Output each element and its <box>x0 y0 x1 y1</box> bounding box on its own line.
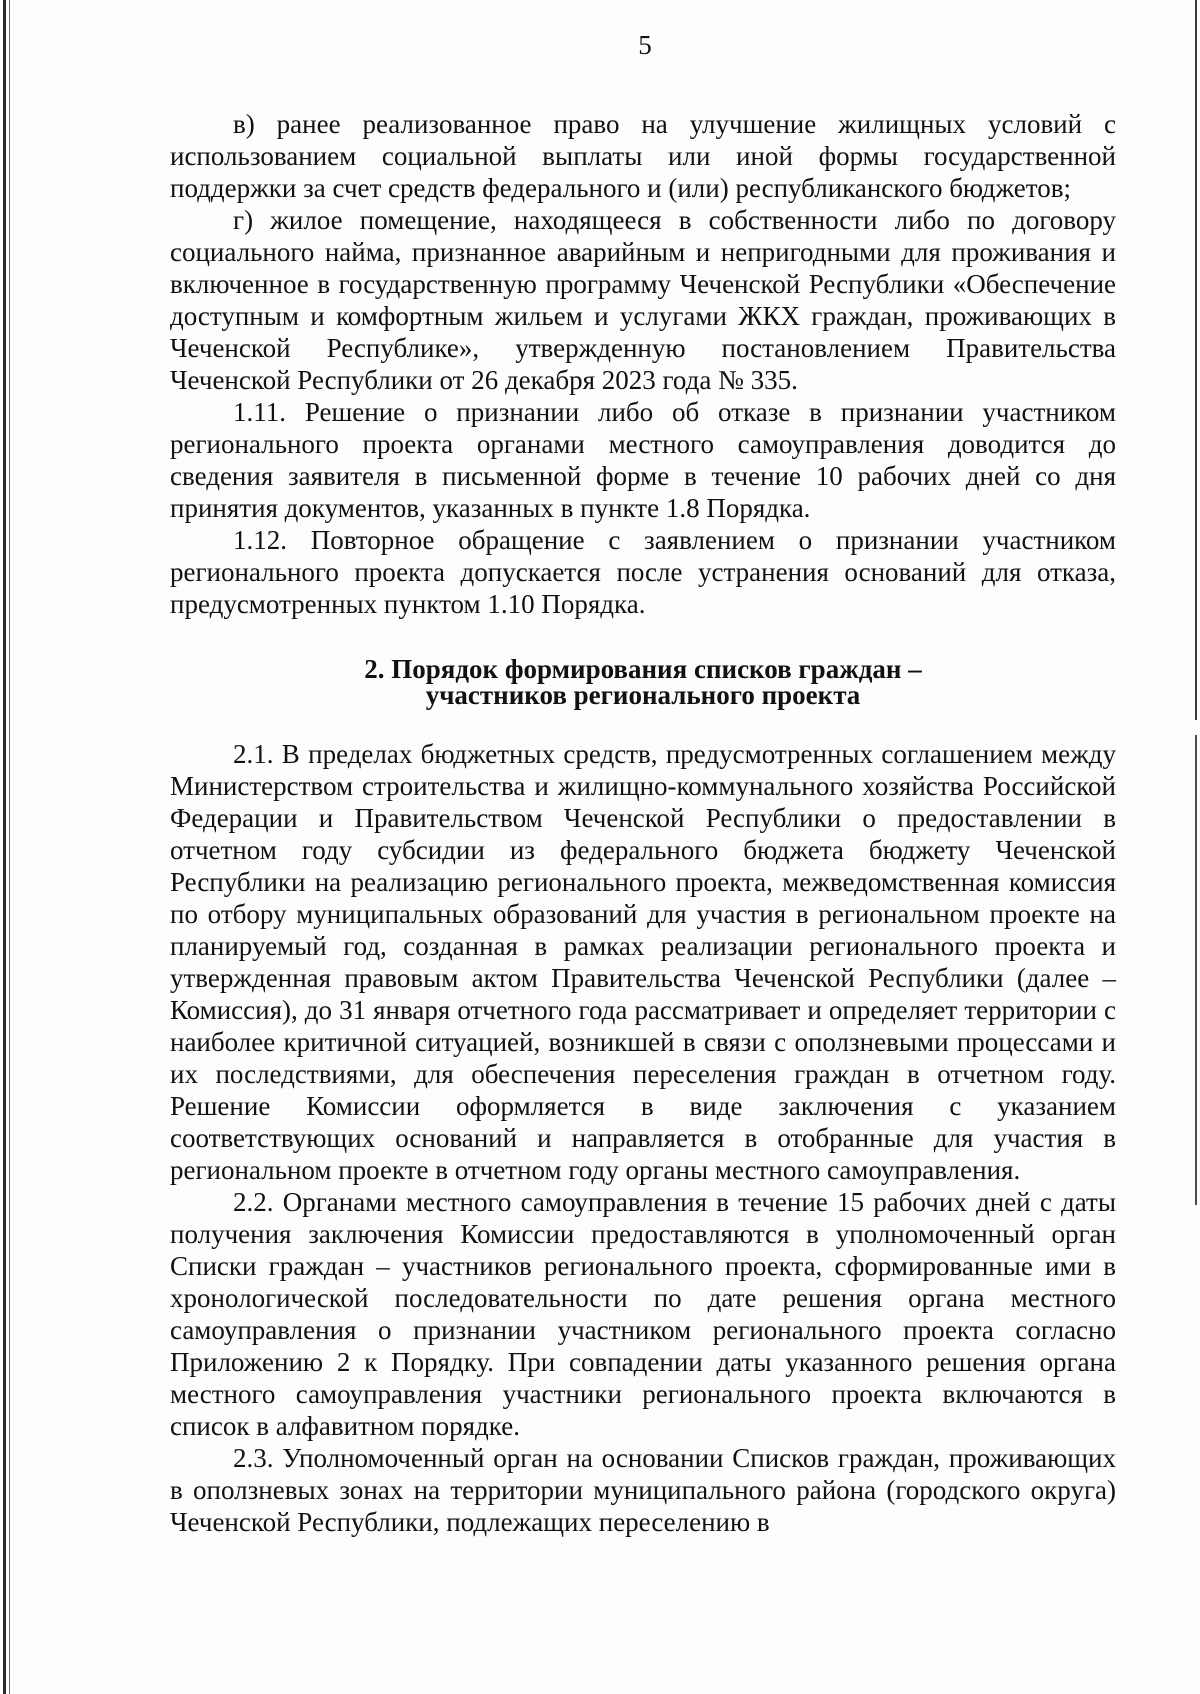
page-number: 5 <box>638 30 652 60</box>
paragraph-2-1: 2.1. В пределах бюджетных средств, предусмотренных соглашением между Министерством строительства и жилищно-коммунального хозяйства Российской Федерации и Правительством Чеченской Республики о предоставлении в отчетном году субсидии из федерального бюджета бюджету Чеченской Республики на реализацию регионального проекта, межведомственная комиссия по отбору муниципальных образований для участия в региональном проекте на планируемый год, созданная в рамках реализации регионального проекта и утвержденная правовым актом Правительства Чеченской Республики (далее – Комиссия), до 31 января отчетного года рассматривает и определяет территории с наиболее критичной ситуацией, возникшей в связи с оползневыми процессами и их последствиями, для обеспечения переселения граждан в отчетном году. Решение Комиссии оформляется в виде заключения с указанием соответствующих оснований и направляется в отобранные для участия в региональном проекте в отчетном году органы местного самоуправления. <box>170 739 1116 1185</box>
scan-edge-right-lower <box>1195 735 1197 1205</box>
paragraph-2-3: 2.3. Уполномоченный орган на основании Списков граждан, проживающих в оползневых зонах на территории муниципального района (городского округа) Чеченской Республики, подлежащих переселению в <box>170 1443 1116 1537</box>
paragraph-1-11: 1.11. Решение о признании либо об отказе в признании участником регионального проекта органами местного самоуправления доводится до сведения заявителя в письменной форме в течение 10 рабочих дней со дня принятия документов, указанных в пункте 1.8 Порядка. <box>170 397 1116 523</box>
paragraph-1-12: 1.12. Повторное обращение с заявлением о признании участником регионального проекта допускается после устранения оснований для отказа, предусмотренных пунктом 1.10 Порядка. <box>170 525 1116 619</box>
paragraph-2-2: 2.2. Органами местного самоуправления в течение 15 рабочих дней с даты получения заключения Комиссии предоставляются в уполномоченный орган Списки граждан – участников регионального проекта, сформированные ими в хронологической последовательности по дате решения органа местного самоуправления о признании участником регионального проекта согласно Приложению 2 к Порядку. При совпадении даты указанного решения органа местного самоуправления участники регионального проекта включаются в список в алфавитном порядке. <box>170 1187 1116 1441</box>
section-heading-line2: участников регионального проекта <box>425 680 861 710</box>
section-heading <box>170 656 1116 708</box>
paragraph-v: в) ранее реализованное право на улучшение жилищных условий с использованием социальной выплаты или иной формы государственной поддержки за счет средств федерального и (или) республиканского бюджетов; <box>170 109 1116 203</box>
scan-edge-right <box>1195 0 1197 720</box>
document-body <box>170 108 1116 1538</box>
paragraph-g: г) жилое помещение, находящееся в собственности либо по договору социального найма, признанное аварийным и непригодными для проживания и включенное в государственную программу Чеченской Республики «Обеспечение доступным и комфортным жильем и услугами ЖКХ граждан, проживающих в Чеченской Республике», утвержденную постановлением Правительства Чеченской Республики от 26 декабря 2023 года № 335. <box>170 205 1116 395</box>
section-heading-line1: 2. Порядок формирования списков граждан – <box>364 654 922 684</box>
scan-edge-left <box>3 0 6 1694</box>
scan-edge-left-inner <box>9 0 10 1694</box>
